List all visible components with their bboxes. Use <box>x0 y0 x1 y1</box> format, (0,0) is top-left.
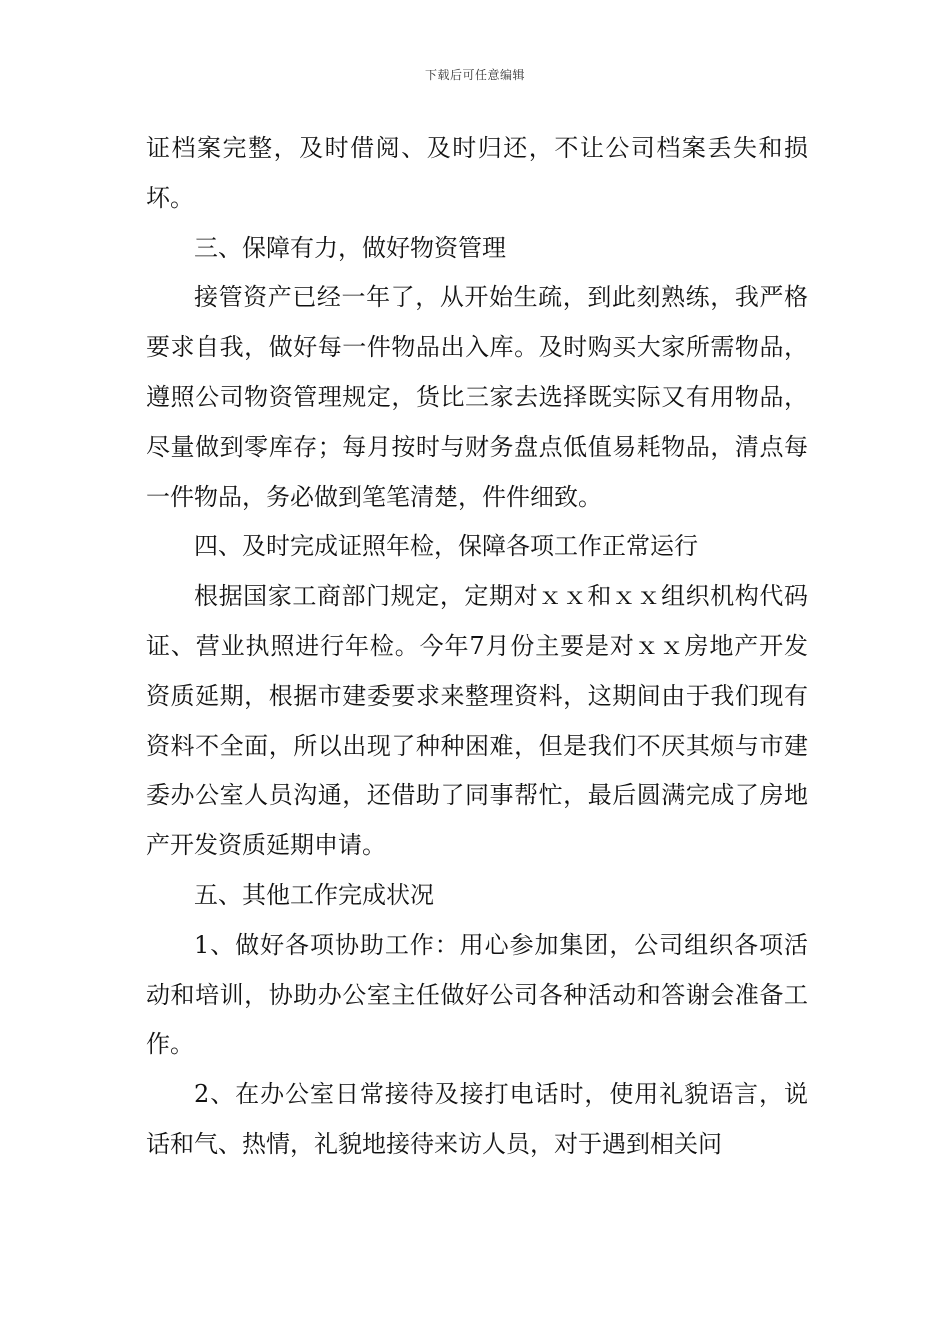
section-heading-3: 三、保障有力，做好物资管理 <box>194 233 506 262</box>
section-heading-4: 四、及时完成证照年检，保障各项工作正常运行 <box>194 532 698 561</box>
paragraph-5: 根据国家工商部门规定，定期对ｘｘ和ｘｘ组织机构代码证、营业执照进行年检。今年7月份主要是对ｘｘ房地产开发资质延期，根据市建委要求来整理资料，这期间由于我们现有资料不全面，所以出现了种种困难，但是我们不厌其烦与市建委办公室人员沟通，还借助了同事帮忙，最后圆满完成了房地产开发资质延期申请。 <box>146 582 808 860</box>
paragraph-3: 接管资产已经一年了，从开始生疏，到此刻熟练，我严格要求自我，做好每一件物品出入库。及时购买大家所需物品，遵照公司物资管理规定，货比三家去选择既实际又有用物品，尽量做到零库存；每月按时与财务盘点低值易耗物品，清点每一件物品，务必做到笔笔清楚，件件细致。 <box>146 283 808 511</box>
document-body <box>146 124 808 1170</box>
section-heading-5: 五、其他工作完成状况 <box>194 880 434 909</box>
paragraph-8: 2、在办公室日常接待及接打电话时，使用礼貌语言，说话和气、热情，礼貌地接待来访人员，对于遇到相关问 <box>146 1080 808 1158</box>
paragraph-1: 证档案完整，及时借阅、及时归还，不让公司档案丢失和损坏。 <box>146 134 808 212</box>
paragraph-7: 1、做好各项协助工作：用心参加集团，公司组织各项活动和培训，协助办公室主任做好公司各种活动和答谢会准备工作。 <box>146 930 808 1059</box>
header-note: 下载后可任意编辑 <box>424 68 525 82</box>
